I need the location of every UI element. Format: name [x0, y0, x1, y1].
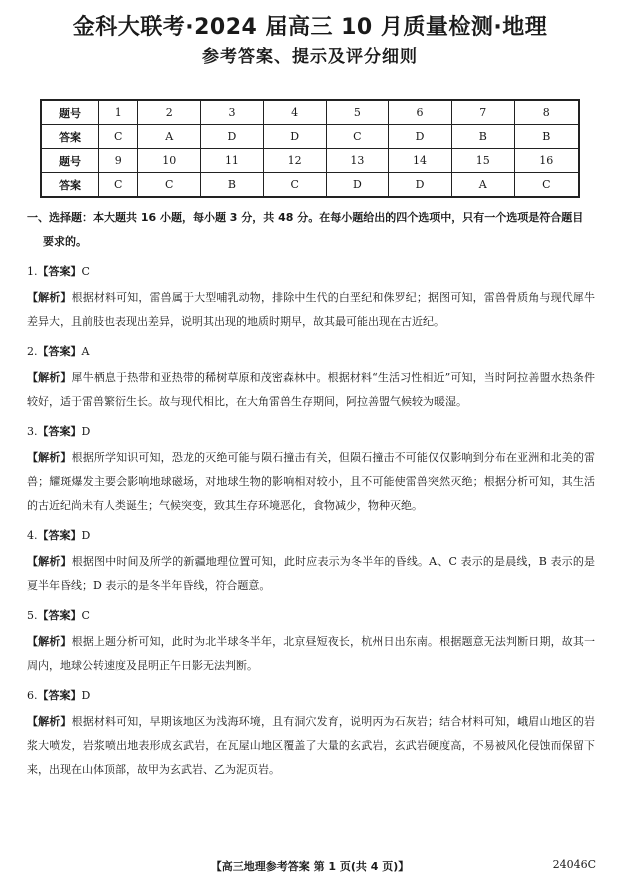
- table-cell: A: [451, 173, 514, 198]
- answer-line: [27, 686, 595, 706]
- question-number: 5.: [27, 609, 38, 622]
- explanation-text: 根据材料可知，早期该地区为浅海环境，且有洞穴发育，说明丙为石灰岩；结合材料可知，峨眉山地区的岩浆大喷发，岩浆喷出地表形成玄武岩，在瓦屋山地区覆盖了大量的玄武岩，玄武岩硬度高，不易被风化侵蚀而保留下来，出现在山体顶部，故甲为玄武岩、乙为泥页岩。: [27, 715, 595, 776]
- table-cell: 8: [514, 100, 579, 125]
- answer-tag: 【答案】: [37, 609, 82, 622]
- question-item: [27, 422, 595, 518]
- explain-tag: 【解析】: [27, 371, 72, 384]
- table-cell: 2: [138, 100, 201, 125]
- explanation: [27, 630, 595, 678]
- question-number: 2.: [27, 345, 38, 358]
- section-heading: [27, 206, 595, 254]
- explanation-text: 根据上题分析可知，此时为北半球冬半年，北京昼短夜长，杭州日出东南。根据题意无法判断日期，故其一周内，地球公转速度及昆明正午日影无法判断。: [27, 635, 595, 672]
- explain-tag: 【解析】: [27, 555, 72, 568]
- section-line-1: 一、选择题：本大题共 16 小题，每小题 3 分，共 48 分。在每小题给出的四个选项中，只有一个选项是符合题目: [27, 211, 584, 224]
- explanation: [27, 446, 595, 518]
- question-item: [27, 606, 595, 678]
- table-cell: 10: [138, 149, 201, 173]
- table-cell: C: [514, 173, 579, 198]
- explanation: [27, 550, 595, 598]
- question-number: 1.: [27, 265, 38, 278]
- table-row: [41, 173, 579, 198]
- answer-tag: 【答案】: [37, 345, 82, 358]
- table-cell: 13: [326, 149, 389, 173]
- answer-line: [27, 342, 595, 362]
- table-cell: A: [138, 125, 201, 149]
- table-cell: C: [99, 173, 138, 198]
- table-cell: 7: [451, 100, 514, 125]
- table-row: [41, 100, 579, 125]
- table-cell: B: [451, 125, 514, 149]
- table-row-label: 题号: [41, 149, 99, 173]
- answer-value: C: [81, 265, 90, 278]
- answer-line: [27, 422, 595, 442]
- answer-line: [27, 606, 595, 626]
- table-cell: 16: [514, 149, 579, 173]
- table-cell: 1: [99, 100, 138, 125]
- table-cell: C: [326, 125, 389, 149]
- table-cell: 6: [389, 100, 452, 125]
- table-cell: 11: [201, 149, 264, 173]
- page-title: 金科大联考·2024 届高三 10 月质量检测·地理: [72, 15, 548, 40]
- table-cell: 9: [99, 149, 138, 173]
- explanation-text: 根据材料可知，雷兽属于大型哺乳动物，排除中生代的白垩纪和侏罗纪；据图可知，雷兽骨质角与现代犀牛差异大，且前肢也表现出差异，说明其出现的地质时期早，故其最可能出现在古近纪。: [27, 291, 595, 328]
- explanation-text: 犀牛栖息于热带和亚热带的稀树草原和茂密森林中。根据材料“生活习性相近”可知，当时阿拉善盟水热条件较好，适于雷兽繁衍生长。故与现代相比，在大角雷兽生存期间，阿拉善盟气候较为暖湿。: [27, 371, 595, 408]
- question-item: [27, 526, 595, 598]
- answer-table: [40, 99, 580, 198]
- table-cell: 15: [451, 149, 514, 173]
- explain-tag: 【解析】: [27, 451, 72, 464]
- table-cell: 12: [263, 149, 326, 173]
- table-cell: D: [201, 125, 264, 149]
- question-item: [27, 262, 595, 334]
- answer-value: D: [81, 689, 91, 702]
- answer-value: D: [81, 425, 91, 438]
- answer-value: C: [81, 609, 90, 622]
- answer-value: D: [81, 529, 91, 542]
- question-number: 6.: [27, 689, 38, 702]
- explain-tag: 【解析】: [27, 715, 72, 728]
- explanation-text: 根据图中时间及所学的新疆地理位置可知，此时应表示为冬半年的昏线。A、C 表示的是晨线，B 表示的是夏半年昏线；D 表示的是冬半年昏线，符合题意。: [27, 555, 595, 592]
- table-cell: 4: [263, 100, 326, 125]
- question-item: [27, 686, 595, 782]
- table-row: [41, 125, 579, 149]
- section-line-2: 要求的。: [43, 235, 87, 248]
- answer-tag: 【答案】: [37, 425, 82, 438]
- answer-tag: 【答案】: [37, 529, 82, 542]
- explanation-text: 根据所学知识可知，恐龙的灭绝可能与陨石撞击有关，但陨石撞击不可能仅仅影响到分布在亚洲和北美的雷兽；耀斑爆发主要会影响地球磁场，对地球生物的影响相对较小，且不可能使雷兽突然灭绝；根据分析可知，其生活的古近纪尚未有人类诞生；气候突变，致其生存环境恶化，食物减少，物种灭绝。: [27, 451, 595, 512]
- footer-page-info: 【高三地理参考答案 第 1 页(共 4 页)】: [210, 860, 410, 873]
- question-item: [27, 342, 595, 414]
- answer-line: [27, 526, 595, 546]
- table-row-label: 答案: [41, 125, 99, 149]
- question-number: 4.: [27, 529, 38, 542]
- answer-value: A: [81, 345, 90, 358]
- table-cell: D: [389, 125, 452, 149]
- explain-tag: 【解析】: [27, 291, 72, 304]
- table-cell: 3: [201, 100, 264, 125]
- answer-tag: 【答案】: [37, 689, 82, 702]
- question-list: [27, 262, 595, 782]
- explain-tag: 【解析】: [27, 635, 72, 648]
- table-cell: 5: [326, 100, 389, 125]
- table-cell: 14: [389, 149, 452, 173]
- table-cell: D: [389, 173, 452, 198]
- explanation: [27, 710, 595, 782]
- page-subtitle: 参考答案、提示及评分细则: [202, 47, 418, 67]
- table-cell: C: [99, 125, 138, 149]
- explanation: [27, 286, 595, 334]
- question-number: 3.: [27, 425, 38, 438]
- table-cell: C: [263, 173, 326, 198]
- answer-line: [27, 262, 595, 282]
- answer-tag: 【答案】: [37, 265, 82, 278]
- explanation: [27, 366, 595, 414]
- table-cell: B: [201, 173, 264, 198]
- table-cell: D: [263, 125, 326, 149]
- table-row: [41, 149, 579, 173]
- table-cell: D: [326, 173, 389, 198]
- table-cell: B: [514, 125, 579, 149]
- table-cell: C: [138, 173, 201, 198]
- table-row-label: 答案: [41, 173, 99, 198]
- answer-content: [27, 206, 595, 782]
- table-row-label: 题号: [41, 100, 99, 125]
- footer-code: 24046C: [552, 858, 596, 871]
